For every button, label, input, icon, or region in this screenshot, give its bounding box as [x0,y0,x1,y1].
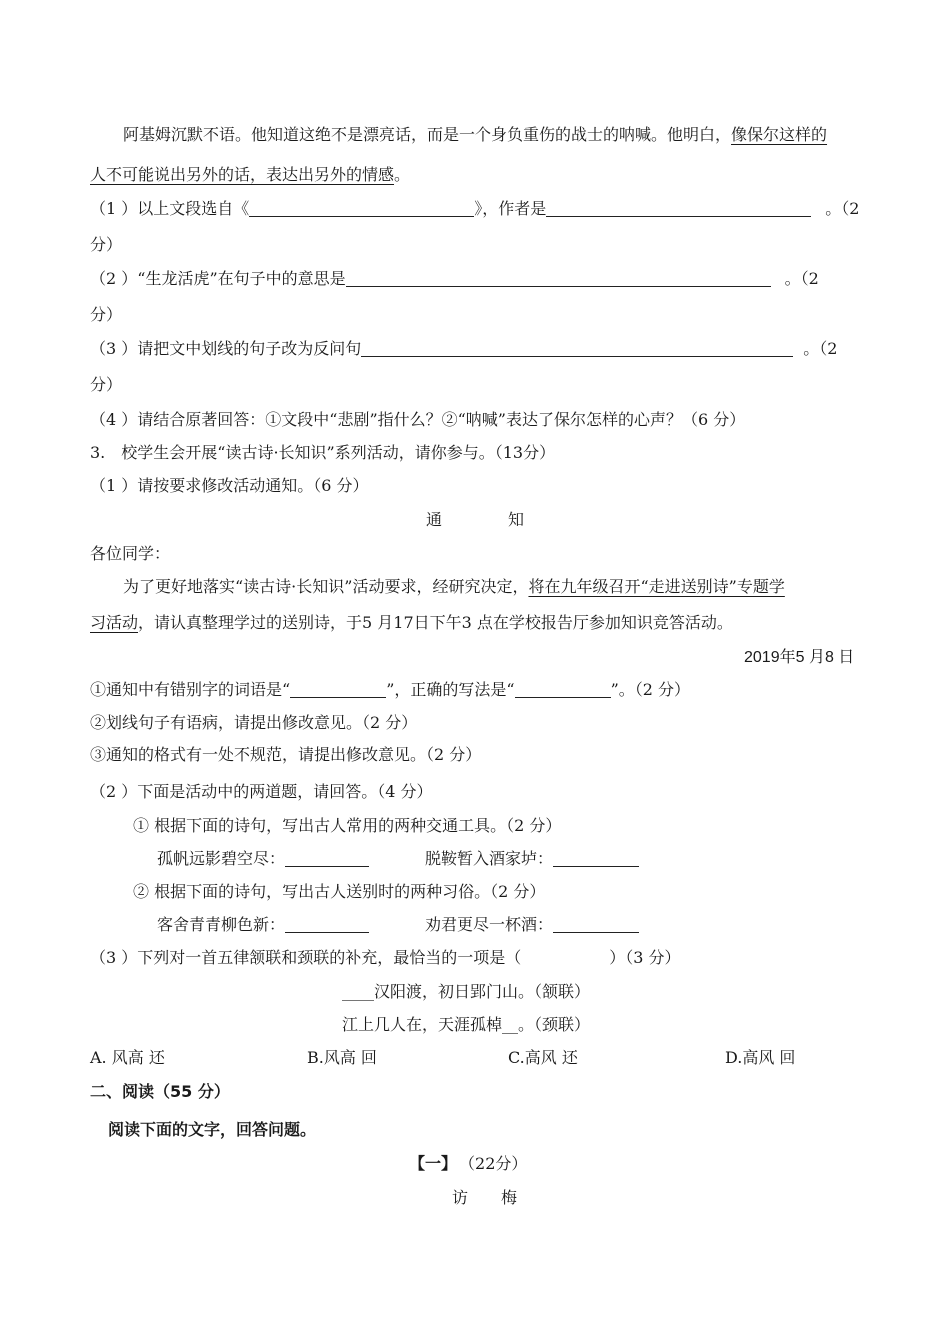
option-c[interactable]: C.高风 还 [508,1048,578,1067]
q2-item-2-text: （2 ）“生龙活虎”在句子中的意思是 [90,269,346,288]
underlined-sentence-part1: 像保尔这样的 [731,125,828,144]
section-heading: 二、阅读（55 分） [90,1082,230,1101]
q3-poem-question-2: ② 根据下面的诗句，写出古人送别时的两种习俗。（2 分） [133,882,546,901]
notice-date: 2019年5 月8 日 [744,649,855,666]
q2-item-1-score: 。（2 [825,199,860,218]
answer-blank[interactable] [553,916,639,933]
part-label: 【一】 [409,1154,458,1173]
q3-poem-question-1: ① 根据下面的诗句，写出古人常用的两种交通工具。（2 分） [133,816,562,835]
q3-item-3: ③通知的格式有一处不规范，请提出修改意见。（2 分） [90,745,482,764]
notice-body-line-1 [123,576,785,598]
answer-blank[interactable] [285,850,369,867]
q2-item-3 [90,338,837,360]
notice-title-char-2: 知 [508,510,525,529]
q2-item-4: （4 ）请结合原著回答：①文段中“悲剧”指什么？②“呐喊”表达了保尔怎样的心声？（6 分） [90,410,746,429]
verse-line-2: 江上几人在，天涯孤棹__。（颈联） [342,1015,591,1034]
notice-title-char-1: 通 [426,510,443,529]
part-heading [409,1153,527,1175]
q3-sub-1: （1 ）请按要求修改活动通知。（6 分） [90,476,369,495]
q3-item-1-text-c: ”。（2 分） [610,680,691,699]
passage-text-end: 。 [394,165,411,184]
q3-sub-3-score: ）（3 分） [609,948,681,967]
q3-item-1 [90,679,690,701]
q2-item-3-score-cont: 分） [90,375,123,394]
article-title-char-2: 梅 [501,1188,518,1207]
answer-blank[interactable] [285,916,369,933]
underlined-sentence-part2: 人不可能说出另外的话，表达出另外的情感 [90,165,395,184]
q3-item-2: ②划线句子有语病，请提出修改意见。（2 分） [90,713,418,732]
answer-blank[interactable] [546,200,811,217]
q3-poem-2-left [157,914,369,936]
answer-blank[interactable] [346,270,771,287]
q2-item-1-score-cont: 分） [90,235,123,254]
q2-item-1-text-b: 》，作者是 [474,199,547,218]
q3-title: 3. 校学生会开展“读古诗·长知识”系列活动，请你参与。（13分） [90,443,556,462]
q2-item-1-text: （1 ）以上文段选自《 [90,199,250,218]
q2-item-2 [90,268,819,290]
q3-poem-1-right [425,848,639,870]
poem-line: 孤帆远影碧空尽： [157,849,286,868]
notice-underlined-2: 习活动 [90,613,139,632]
option-a[interactable]: A. 风高 还 [90,1048,165,1067]
passage-line-2 [90,164,410,186]
q3-poem-1-left [157,848,369,870]
q2-item-2-score-cont: 分） [90,305,123,324]
notice-underlined-1: 将在九年级召开“走进送别诗”专题学 [528,577,785,596]
option-b[interactable]: B.风高 回 [307,1048,377,1067]
q3-item-1-text: ①通知中有错别字的词语是“ [90,680,291,699]
q2-item-1 [90,198,859,220]
q3-poem-2-right [425,914,639,936]
q2-item-2-score: 。（2 [784,269,819,288]
option-d[interactable]: D.高风 回 [725,1048,796,1067]
answer-blank[interactable] [290,681,386,698]
q3-item-1-text-b: ”，正确的写法是“ [386,680,515,699]
q3-sub-3 [90,947,681,969]
passage-text: 阿基姆沉默不语。他知道这绝不是漂亮话，而是一个身负重伤的战士的呐喊。他明白， [123,125,732,144]
q2-item-3-score: 。（2 [803,339,838,358]
notice-body-end: ，请认真整理学过的送别诗，于5 月17日下午3 点在学校报告厅参加知识竞答活动。 [138,613,733,632]
verse-line-1: ____汉阳渡，初日郢门山。（颔联） [342,982,591,1001]
poem-line: 客舍青青柳色新： [157,915,286,934]
part-score: （22分） [467,1154,528,1173]
q2-item-3-text: （3 ）请把文中划线的句子改为反问句 [90,339,362,358]
article-title-char-1: 访 [452,1188,469,1207]
notice-greeting: 各位同学： [90,544,171,563]
q3-sub-3-text: （3 ）下列对一首五律颔联和颈联的补充，最恰当的一项是（ [90,948,522,967]
poem-line: 劝君更尽一杯酒： [425,915,554,934]
notice-body-line-2 [90,612,733,634]
answer-blank[interactable] [553,850,639,867]
poem-line: 脱鞍暂入酒家垆： [425,849,554,868]
notice-body-text: 为了更好地落实“读古诗·长知识”活动要求，经研究决定， [123,577,529,596]
answer-blank[interactable] [249,200,474,217]
passage-line-1 [123,124,827,146]
answer-blank[interactable] [515,681,611,698]
answer-blank[interactable] [361,340,793,357]
reading-instruction: 阅读下面的文字，回答问题。 [108,1120,317,1139]
q3-sub-2: （2 ）下面是活动中的两道题，请回答。（4 分） [90,782,433,801]
